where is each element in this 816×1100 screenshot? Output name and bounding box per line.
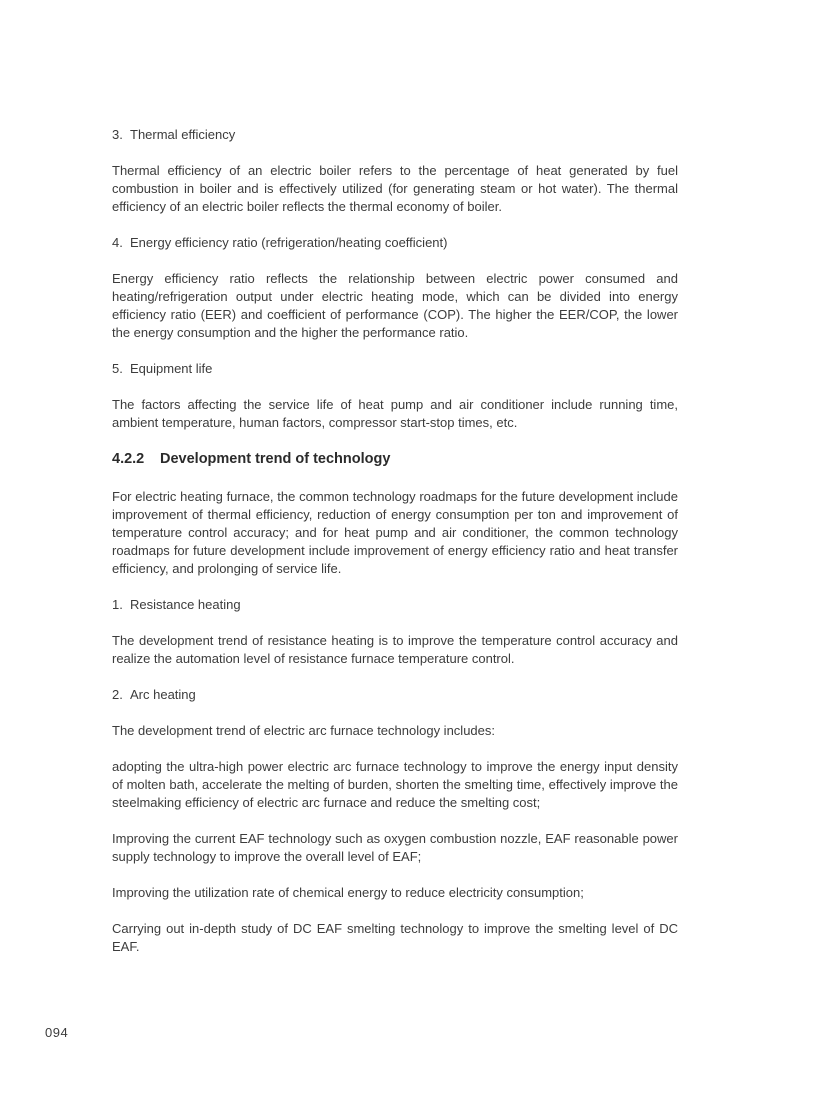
list-item-heading — [112, 234, 678, 252]
list-item-heading — [112, 596, 678, 614]
paragraph: Thermal efficiency of an electric boiler refers to the percentage of heat generated by fuel combustion in boiler and is effectively utilized (for generating steam or hot water). The thermal efficiency of an electric boiler reflects the thermal economy of boiler. — [112, 163, 678, 214]
list-item-heading — [112, 126, 678, 144]
section-heading-label: Development trend of technology — [160, 451, 391, 467]
paragraph: Improving the current EAF technology such as oxygen combustion nozzle, EAF reasonable power supply technology to improve the overall level of EAF; — [112, 831, 678, 864]
list-item-number: 1. — [112, 597, 123, 612]
list-item-heading-label: Arc heating — [130, 687, 196, 702]
list-item-number: 4. — [112, 235, 123, 250]
list-item-heading-label: Energy efficiency ratio (refrigeration/heating coefficient) — [130, 235, 448, 250]
list-item-heading-label: Thermal efficiency — [130, 127, 236, 142]
section-number: 4.2.2 — [112, 451, 145, 467]
list-item-number: 3. — [112, 127, 123, 142]
paragraph: Improving the utilization rate of chemical energy to reduce electricity consumption; — [112, 885, 584, 900]
list-item-heading-label: Resistance heating — [130, 597, 241, 612]
list-item-number: 2. — [112, 687, 123, 702]
list-item-heading — [112, 686, 678, 704]
section-heading — [112, 450, 678, 469]
paragraph: The development trend of resistance heating is to improve the temperature control accuracy and realize the automation level of resistance furnace temperature control. — [112, 633, 678, 666]
paragraph: adopting the ultra-high power electric arc furnace technology to improve the energy input density of molten bath, accelerate the melting of burden, shorten the smelting time, effectively improve the steelmaking efficiency of electric arc furnace and reduce the smelting cost; — [112, 759, 678, 810]
paragraph: The development trend of electric arc furnace technology includes: — [112, 723, 495, 738]
page-number: 094 — [45, 1025, 69, 1040]
paragraph: For electric heating furnace, the common technology roadmaps for the future development include improvement of thermal efficiency, reduction of energy consumption per ton and improvement of temperature control accuracy; and for heat pump and air conditioner, the common technology roadmaps for future development include improvement of energy efficiency ratio and heat transfer efficiency, and prolonging of service life. — [112, 489, 678, 576]
list-item-heading-label: Equipment life — [130, 361, 213, 376]
page-content — [112, 126, 678, 974]
paragraph: Energy efficiency ratio reflects the relationship between electric power consumed and heating/refrigeration output under electric heating mode, which can be divided into energy efficiency ratio (EER) and coefficient of performance (COP). The higher the EER/COP, the lower the energy consumption and the higher the performance ratio. — [112, 271, 678, 340]
paragraph: The factors affecting the service life of heat pump and air conditioner include running time, ambient temperature, human factors, compressor start-stop times, etc. — [112, 397, 678, 430]
list-item-number: 5. — [112, 361, 123, 376]
paragraph: Carrying out in-depth study of DC EAF smelting technology to improve the smelting level of DC EAF. — [112, 921, 678, 954]
list-item-heading — [112, 360, 678, 378]
